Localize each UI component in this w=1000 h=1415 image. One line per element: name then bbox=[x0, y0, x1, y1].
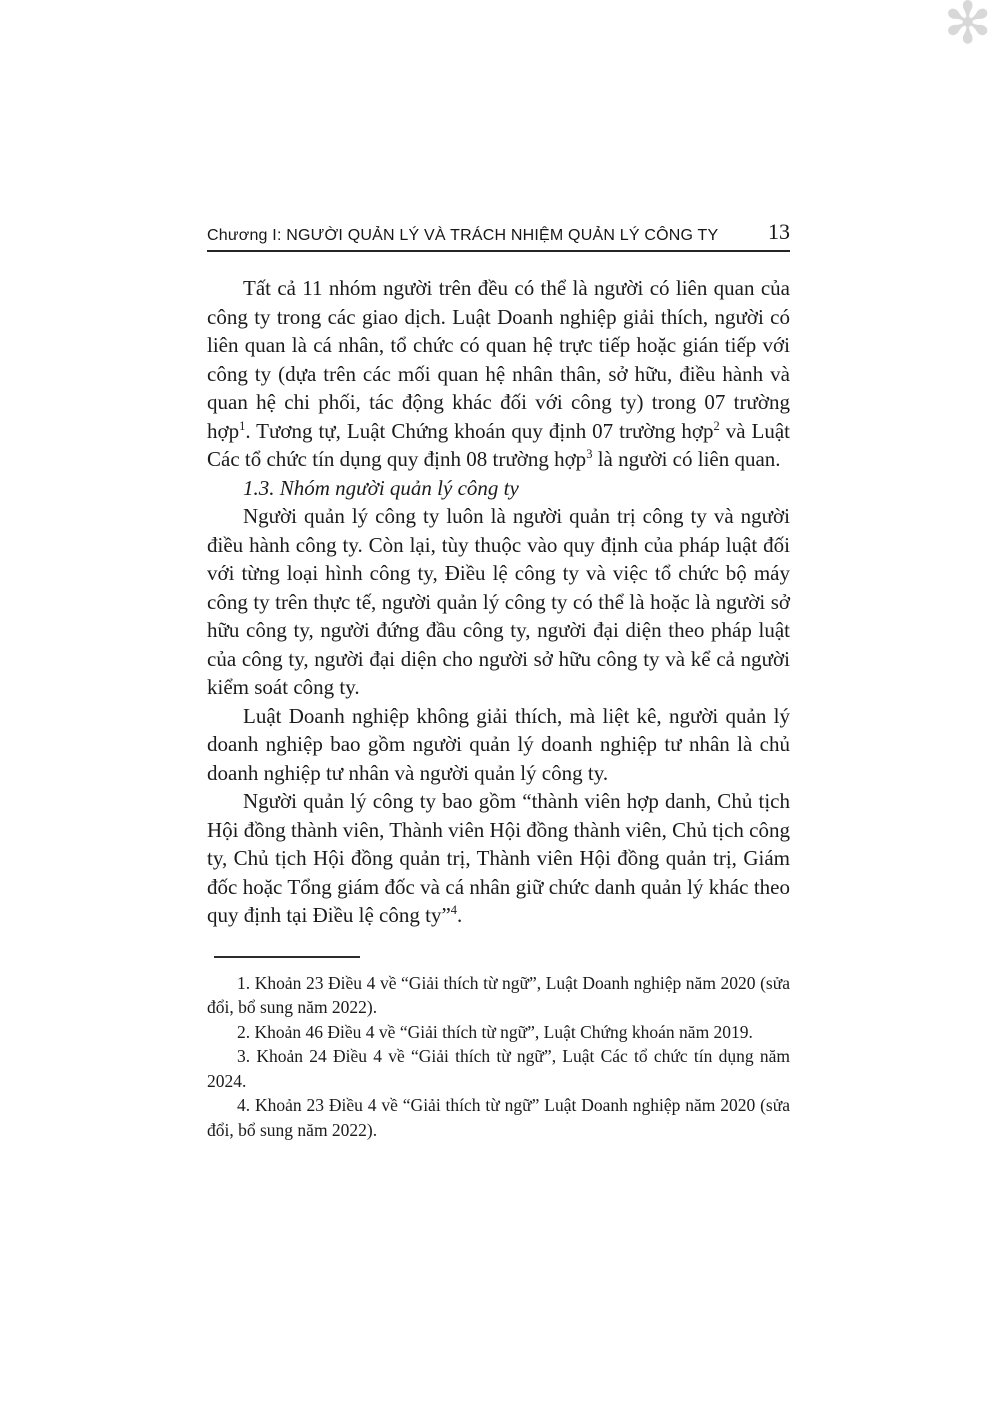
footnote-4: 4. Khoản 23 Điều 4 về “Giải thích từ ngữ” Luật Doanh nghiệp năm 2020 (sửa đổi, bổ sung năm 2022). bbox=[207, 1095, 790, 1140]
paragraph-text: Tất cả 11 nhóm người trên đều có thể là người có liên quan của công ty trong các giao dịch. Luật Doanh nghiệp giải thích, người có liên quan là cá nhân, tổ chức có quan hệ trực tiếp hoặc gián tiếp với công ty (dựa trên các mối quan hệ nhân thân, sở hữu, điều hành và quan hệ chi phối, tác động khác đối với công ty) trong 07 trường hợp bbox=[207, 276, 790, 443]
paragraph-manager-definition: Người quản lý công ty luôn là người quản trị công ty và người điều hành công ty. Còn lại, tùy thuộc vào quy định của pháp luật đối với từng loại hình công ty, Điều lệ công ty và việc tổ chức bộ máy công ty trên thực tế, người quản lý công ty có thể là hoặc là người sở hữu công ty, người đứng đầu công ty, người đại diện theo pháp luật của công ty, người đại diện cho người sở hữu công ty và kể cả người kiểm soát công ty. bbox=[207, 504, 790, 699]
section-heading-1-3: 1.3. Nhóm người quản lý công ty bbox=[243, 475, 519, 500]
running-header bbox=[207, 219, 790, 252]
footnote-3: 3. Khoản 24 Điều 4 về “Giải thích từ ngữ”, Luật Các tổ chức tín dụng năm 2024. bbox=[207, 1046, 790, 1091]
page-number: 13 bbox=[768, 219, 790, 244]
chapter-title: Chương I: NGƯỜI QUẢN LÝ VÀ TRÁCH NHIỆM QUẢN LÝ CÔNG TY bbox=[207, 227, 719, 244]
footnote-ref-2: 2 bbox=[713, 418, 720, 433]
footnote-ref-1: 1 bbox=[239, 418, 246, 433]
page-content bbox=[207, 219, 790, 1142]
paragraph-manager-roles bbox=[207, 787, 790, 930]
footnote-1: 1. Khoản 23 Điều 4 về “Giải thích từ ngữ”, Luật Doanh nghiệp năm 2020 (sửa đổi, bổ sung năm 2022). bbox=[207, 972, 790, 1017]
footnote-ref-4: 4 bbox=[450, 903, 458, 917]
paragraph-enterprise-law-list: Luật Doanh nghiệp không giải thích, mà liệt kê, người quản lý doanh nghiệp bao gồm người quản lý doanh nghiệp tư nhân là chủ doanh nghiệp tư nhân và người quản lý công ty. bbox=[207, 703, 790, 785]
paragraph-text: . bbox=[457, 903, 463, 927]
paragraph-text: Người quản lý công ty bao gồm “thành viên hợp danh, Chủ tịch Hội đồng thành viên, Thành viên Hội đồng thành viên, Chủ tịch công ty, Chủ tịch Hội đồng quản trị, Thành viên Hội đồng quản trị, Giám đốc hoặc Tổng giám đốc và cá nhân giữ chức danh quản lý khác theo quy định tại Điều lệ công ty” bbox=[207, 789, 790, 927]
flower-ornament-icon: ✻ bbox=[943, 0, 992, 57]
paragraph-related-persons bbox=[207, 274, 790, 474]
paragraph-text: là người có liên quan. bbox=[592, 447, 781, 471]
footnotes-section bbox=[207, 956, 790, 1143]
footnote-separator bbox=[214, 956, 360, 958]
footnote-2: 2. Khoản 46 Điều 4 về “Giải thích từ ngữ”, Luật Chứng khoán năm 2019. bbox=[237, 1021, 753, 1042]
paragraph-text: . Tương tự, Luật Chứng khoán quy định 07 trường hợp bbox=[245, 418, 714, 443]
paragraph-text: và Luật Các tổ chức tín dụng quy định 08 trường hợp bbox=[207, 418, 790, 471]
footnote-ref-3: 3 bbox=[586, 447, 593, 461]
body-text bbox=[207, 274, 790, 930]
